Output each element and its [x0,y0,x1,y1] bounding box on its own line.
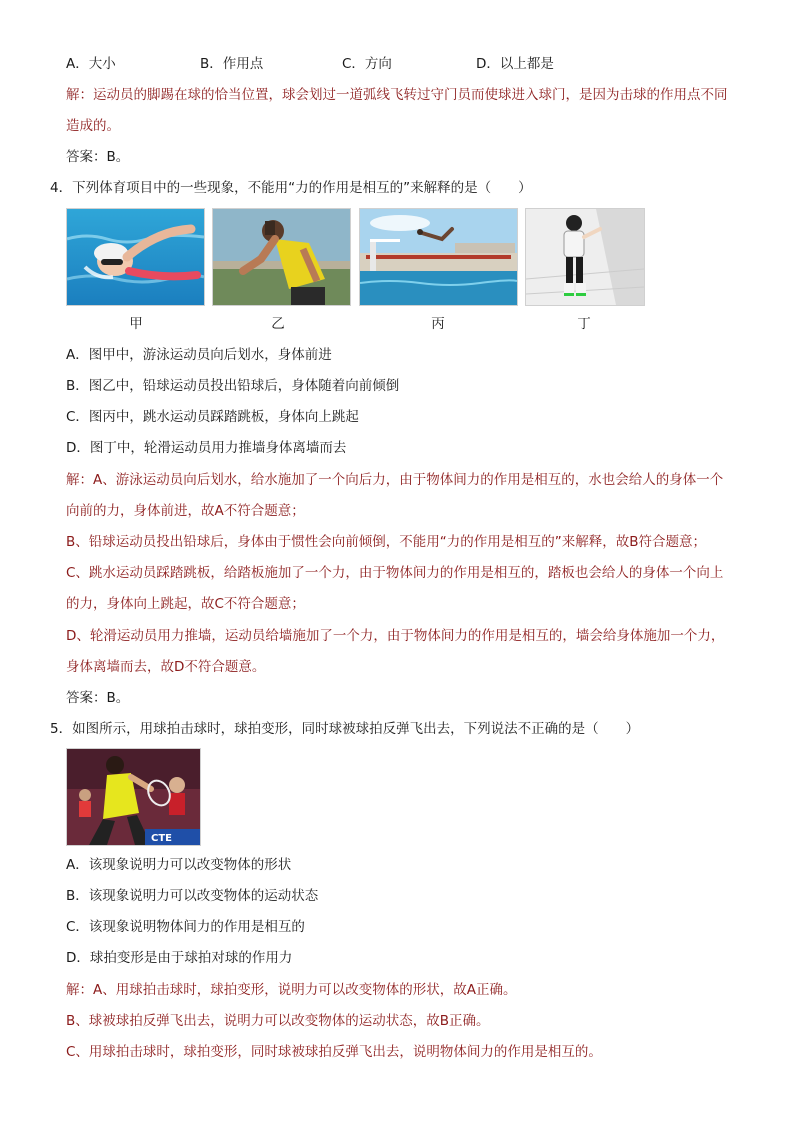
q4-solution-line-7: 身体离墙而去，故D不符合题意。 [66,659,266,675]
shot-put-photo [212,208,351,306]
caption-bing: 丙 [431,316,445,332]
q3-option-d: D．以上都是 [476,56,554,72]
q4-solution-line-2: 向前的力，身体前进，故A不符合题意； [66,503,305,519]
q4-option-b: B．图乙中，铅球运动员投出铅球后，身体随着向前倾倒 [66,378,400,394]
swimmer-photo [66,208,205,306]
diving-photo [359,208,518,306]
q5-option-a: A．该现象说明力可以改变物体的形状 [66,857,292,873]
q5-solution-line-2: B、球被球拍反弹飞出去，说明力可以改变物体的运动状态，故B正确。 [66,1013,490,1029]
q5-option-c: C．该现象说明物体间力的作用是相互的 [66,919,305,935]
q4-stem: 4．下列体育项目中的一些现象，不能用“力的作用是相互的”来解释的是（ ） [50,180,532,196]
caption-yi: 乙 [271,316,285,332]
q5-option-d: D．球拍变形是由于球拍对球的作用力 [66,950,293,966]
q3-answer: 答案：B。 [66,149,130,165]
badminton-photo [66,748,201,846]
q4-answer: 答案：B。 [66,690,130,706]
q3-solution-line-2: 造成的。 [66,118,120,134]
q4-solution-line-3: B、铅球运动员投出铅球后，身体由于惯性会向前倾倒，不能用“力的作用是相互的”来解释，故B符合题意； [66,534,707,550]
q3-option-b: B．作用点 [200,56,264,72]
q5-solution-line-3: C、用球拍击球时，球拍变形，同时球被球拍反弹飞出去，说明物体间力的作用是相互的。 [66,1044,602,1060]
q5-option-b: B．该现象说明力可以改变物体的运动状态 [66,888,319,904]
q4-solution-line-5: 的力，身体向上跳起，故C不符合题意； [66,596,305,612]
q5-stem: 5．如图所示，用球拍击球时，球拍变形，同时球被球拍反弹飞出去，下列说法不正确的是（ ） [50,721,640,737]
q4-solution-line-1: 解：A、游泳运动员向后划水，给水施加了一个向后力，由于物体间力的作用是相互的，水也会给人的身体一个 [66,472,724,488]
q3-solution-line-1: 解：运动员的脚踢在球的恰当位置，球会划过一道弧线飞转过守门员而使球进入球门，是因为击球的作用点不同 [66,87,728,103]
q3-option-c: C．方向 [342,56,392,72]
q3-option-a: A．大小 [66,56,116,72]
q4-option-a: A．图甲中，游泳运动员向后划水，身体前进 [66,347,332,363]
q4-solution-line-6: D、轮滑运动员用力推墙，运动员给墙施加了一个力，由于物体间力的作用是相互的，墙会给身体施加一个力， [66,628,725,644]
caption-jia: 甲 [129,316,143,332]
q4-solution-line-4: C、跳水运动员踩踏跳板，给踏板施加了一个力，由于物体间力的作用是相互的，踏板也会给人的身体一个向上 [66,565,724,581]
q4-option-c: C．图丙中，跳水运动员踩踏跳板，身体向上跳起 [66,409,359,425]
banner-text: CTE [151,833,172,844]
q4-option-d: D．图丁中，轮滑运动员用力推墙身体离墙而去 [66,440,347,456]
caption-ding: 丁 [577,316,591,332]
q5-solution-line-1: 解：A、用球拍击球时，球拍变形，说明力可以改变物体的形状，故A正确。 [66,982,517,998]
roller-skating-photo [525,208,645,306]
